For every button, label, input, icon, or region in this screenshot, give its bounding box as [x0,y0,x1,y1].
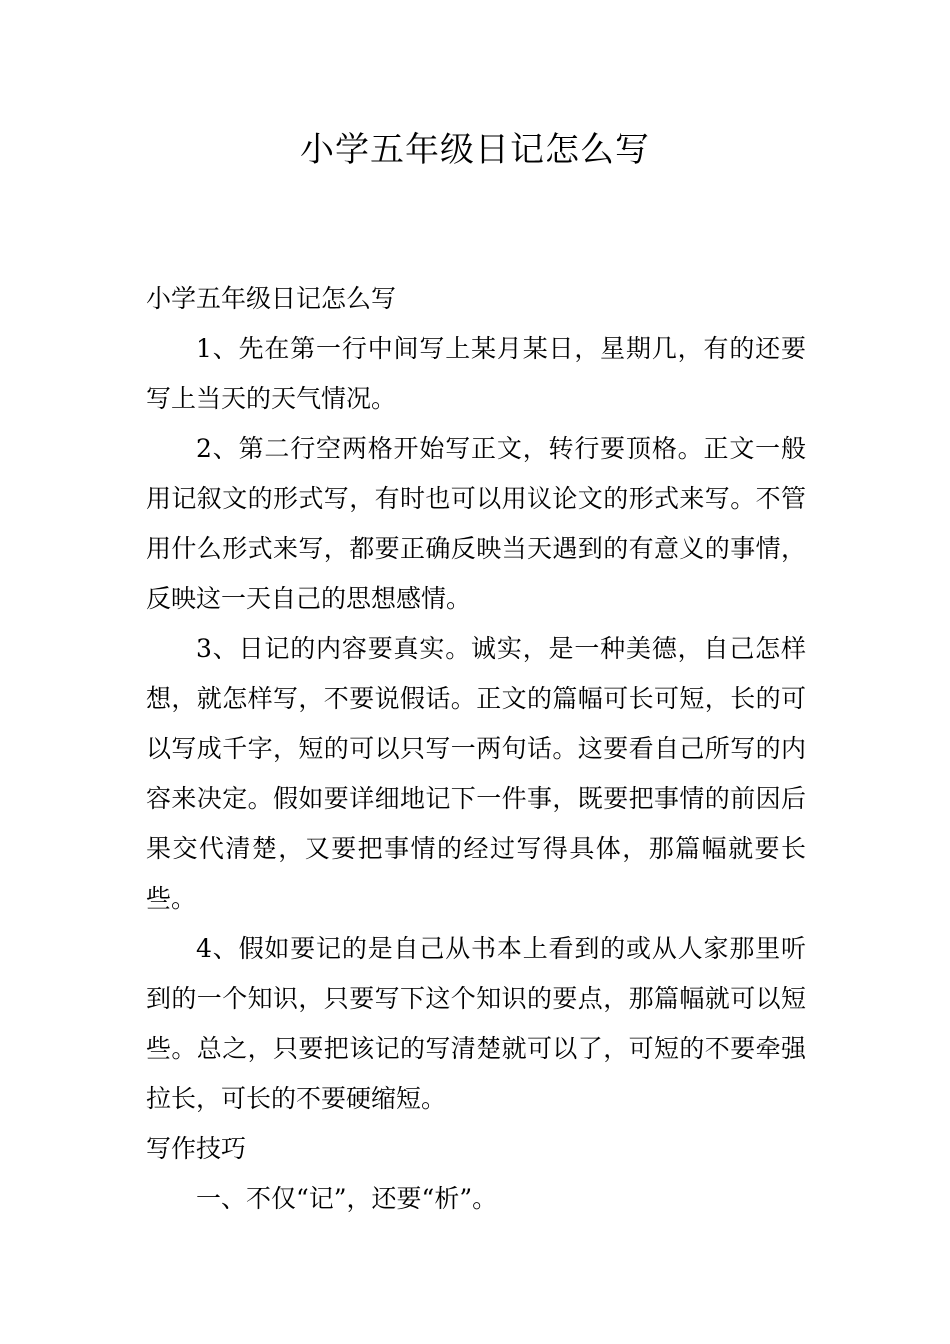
body-paragraph-5: 4、假如要记的是自己从书本上看到的或从人家那里听到的一个知识，只要写下这个知识的要点，那篇幅就可以短些。总之，只要把该记的写清楚就可以了，可短的不要牵强拉长，可长的不要硬缩短。 [146,934,806,1113]
body-paragraph-1: 小学五年级日记怎么写 [146,284,397,313]
section-heading-writing-tips: 写作技巧 [146,1134,247,1163]
body-paragraph-7: 一、不仅“记”，还要“析”。 [196,1184,498,1213]
body-paragraph-2: 1、先在第一行中间写上某月某日，星期几，有的还要写上当天的天气情况。 [146,334,806,413]
body-paragraph-3: 2、第二行空两格开始写正文，转行要顶格。正文一般用记叙文的形式写，有时也可以用议论文的形式来写。不管用什么形式来写，都要正确反映当天遇到的有意义的事情，反映这一天自己的思想感情。 [146,434,806,613]
document-body [146,274,806,1224]
document-title: 小学五年级日记怎么写 [300,130,650,170]
body-paragraph-4: 3、日记的内容要真实。诚实，是一种美德，自己怎样想，就怎样写，不要说假话。正文的篇幅可长可短，长的可以写成千字，短的可以只写一两句话。这要看自己所写的内容来决定。假如要详细地记下一件事，既要把事情的前因后果交代清楚，又要把事情的经过写得具体，那篇幅就要长些。 [146,634,806,913]
